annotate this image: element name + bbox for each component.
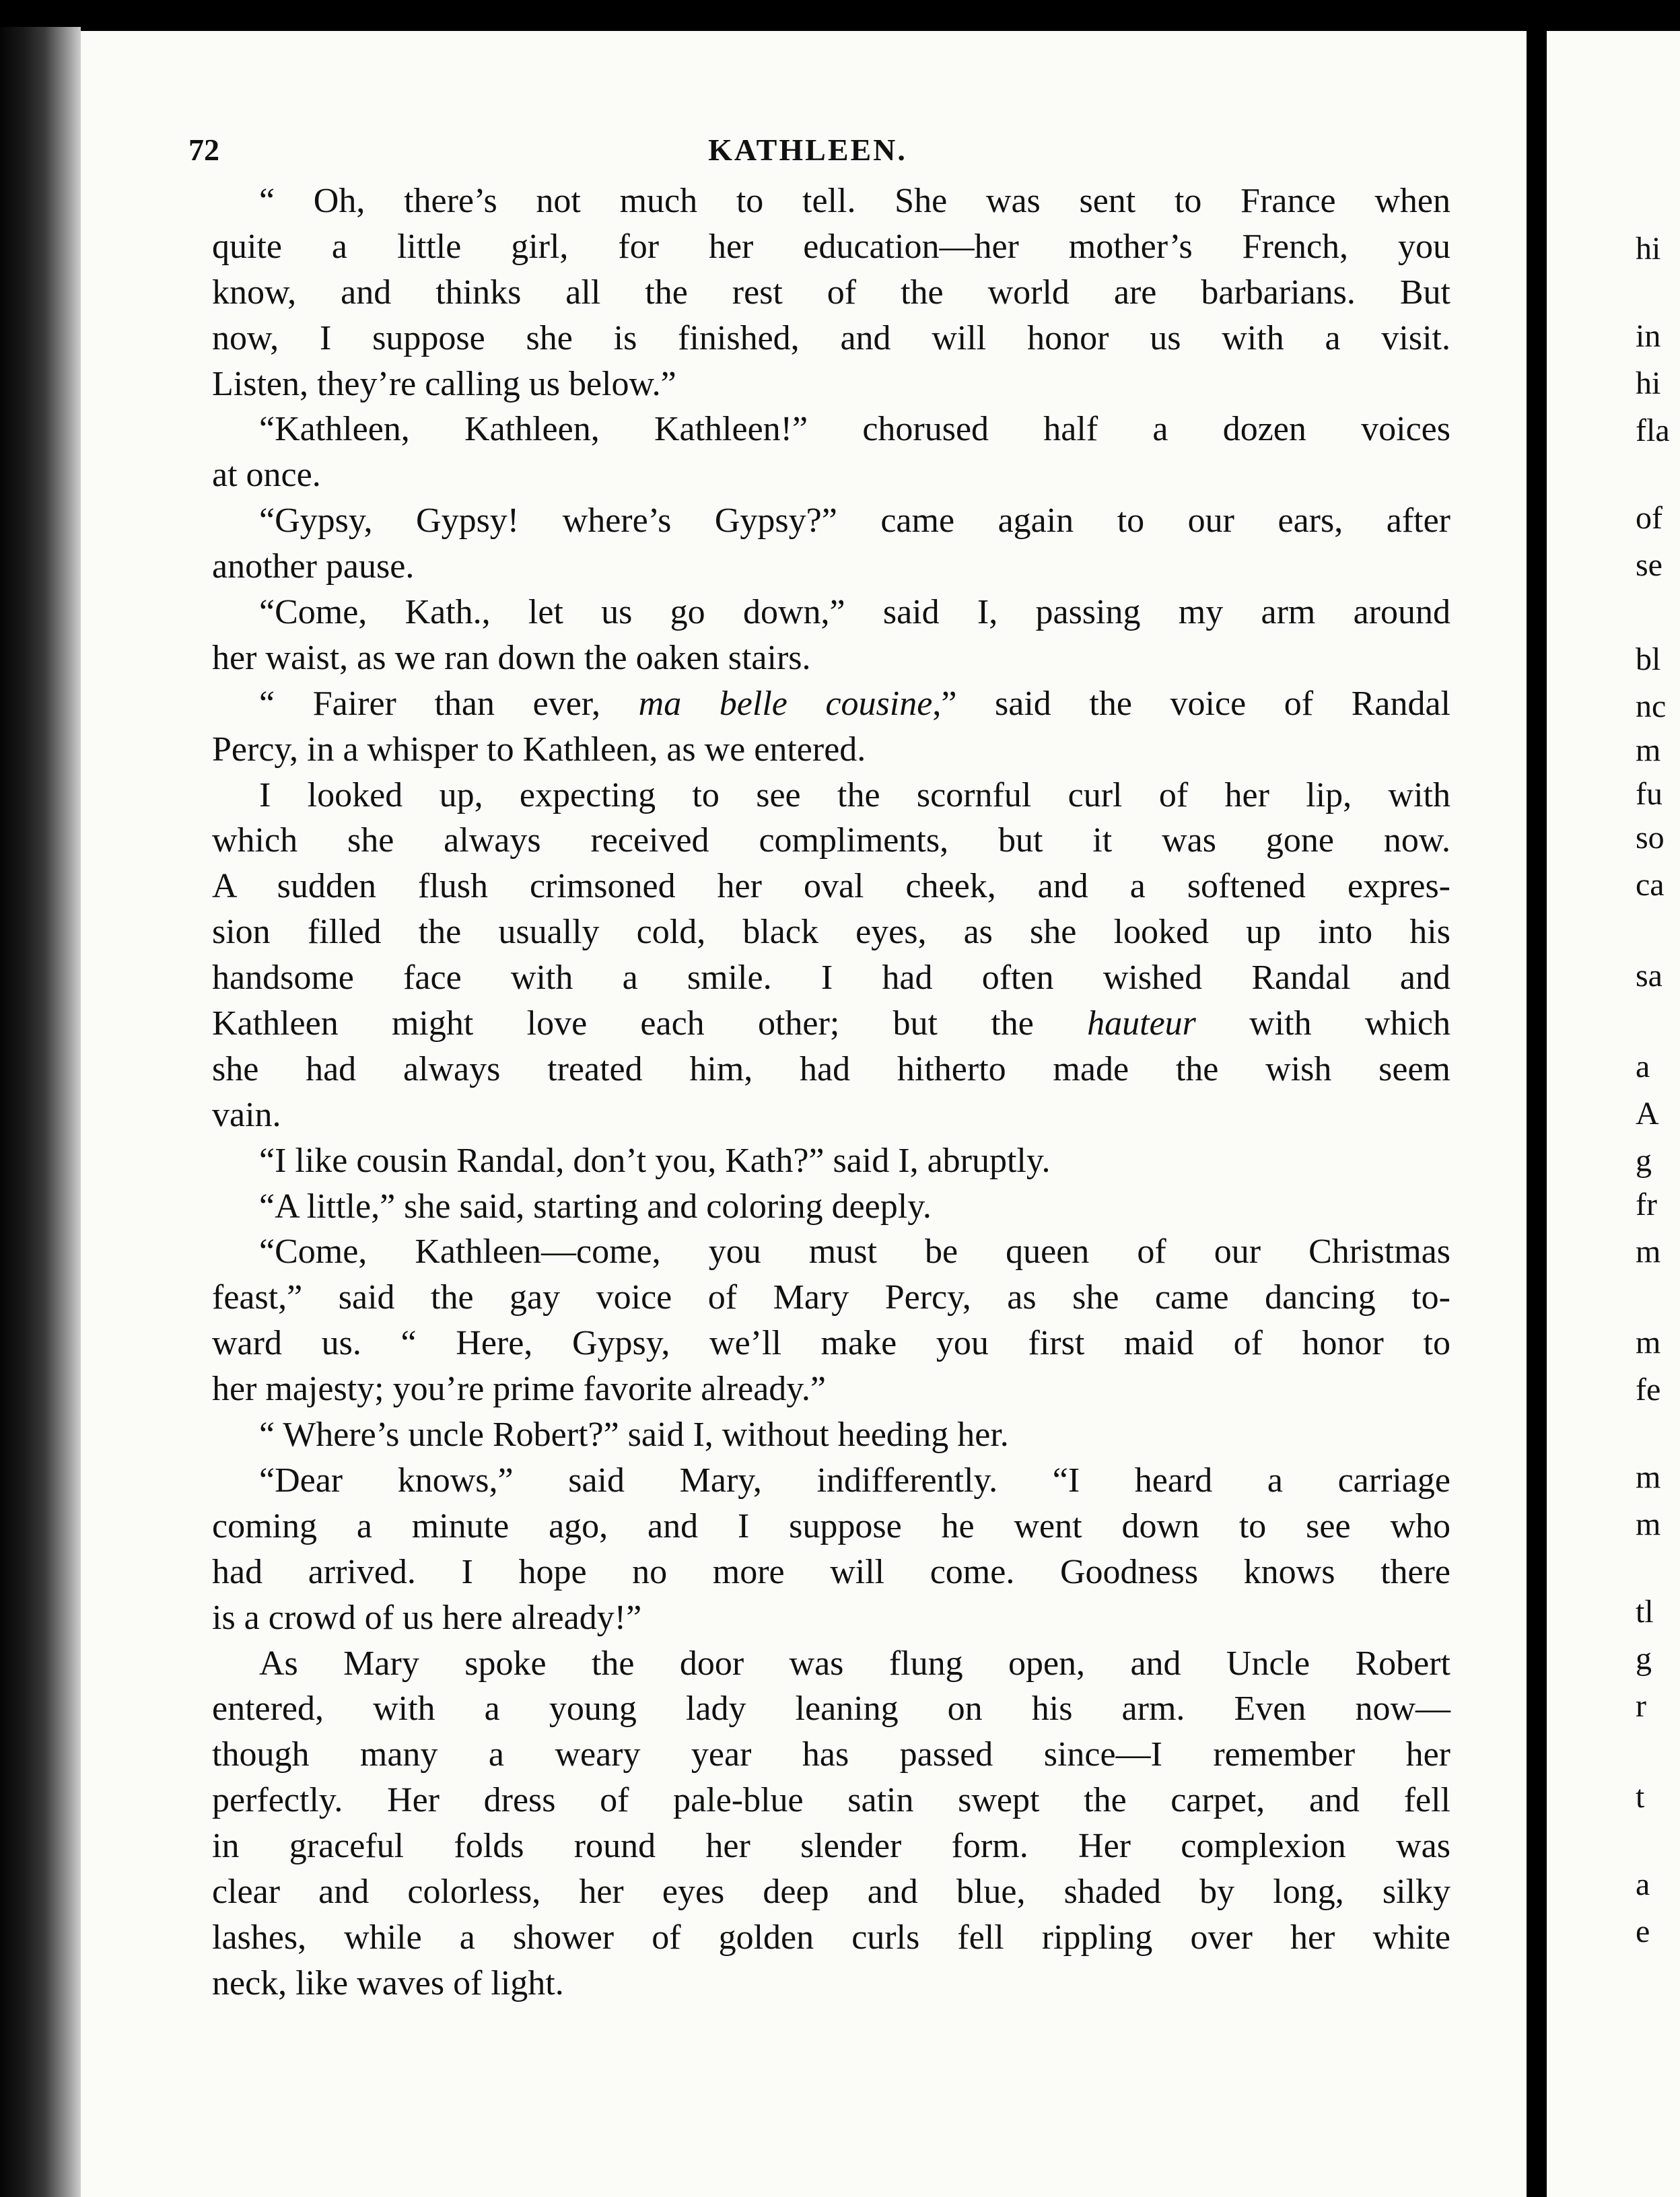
text-line: handsome face with a smile. I had often wished Randal and [212,958,1450,998]
text-line: neck, like waves of light. [212,1963,564,2002]
facing-page-fragment: A [1636,1096,1659,1131]
text-line: “Gypsy, Gypsy! where’s Gypsy?” came again to our ears, after [259,501,1450,540]
text-line: another pause. [212,547,415,586]
page-gutter [1527,27,1547,2197]
text-line: had arrived. I hope no more will come. Goodness knows there [212,1552,1450,1591]
text-line: entered, with a young lady leaning on his arm. Even now— [212,1689,1450,1729]
facing-page-fragment: nc [1636,689,1667,724]
text-line: “Come, Kathleen—come, you must be queen of our Christmas [259,1232,1450,1271]
facing-page-fragment: e [1636,1914,1650,1949]
text-line: now, I suppose she is finished, and will honor us with a visit. [212,318,1450,357]
facing-page-fragment: sa [1636,958,1663,993]
page-number: 72 [188,133,219,167]
text-line: “Dear knows,” said Mary, indifferently. “I heard a carriage [259,1461,1450,1500]
facing-page-fragment: fla [1636,413,1670,448]
text-line: “ Where’s uncle Robert?” said I, without heeding her. [259,1416,1009,1455]
text-line: lashes, while a shower of golden curls fell rippling over her white [212,1918,1450,1957]
italic-phrase: hauteur [1087,1004,1196,1043]
page-title: KATHLEEN. [708,133,907,167]
facing-page-text [1636,0,1680,2197]
text-line: coming a minute ago, and I suppose he went down to see who [212,1506,1450,1545]
text-line: As Mary spoke the door was flung open, and Uncle Robert [259,1644,1450,1683]
text-line: in graceful folds round her slender form. Her complexion was [212,1827,1450,1866]
text-line: sion filled the usually cold, black eyes, as she looked up into his [212,913,1450,952]
text-line: “Kathleen, Kathleen, Kathleen!” chorused half a dozen voices [259,410,1450,449]
text-line: she had always treated him, had hitherto made the wish seem [212,1049,1450,1088]
scan-top-border [0,0,1680,31]
text-line: quite a little girl, for her education—her mother’s French, you [212,227,1450,266]
running-head [81,31,1535,166]
text-line: her waist, as we ran down the oaken stairs. [212,638,811,677]
facing-page-fragment: of [1636,500,1663,536]
text-line: ward us. “ Here, Gypsy, we’ll make you first maid of honor to [212,1324,1450,1363]
text-line: I looked up, expecting to see the scornful curl of her lip, with [259,775,1450,814]
facing-page-fragment: hi [1636,365,1661,401]
facing-page-fragment: m [1636,1325,1661,1360]
facing-page-fragment: in [1636,318,1661,354]
text-line: “Come, Kath., let us go down,” said I, passing my arm around [259,593,1450,632]
text-line: “ Fairer than ever, ma belle cousine,” said the voice of Randal [259,684,1450,723]
facing-page-fragment: m [1636,1459,1661,1495]
facing-page-fragment: a [1636,1049,1650,1084]
text-line: Kathleen might love each other; but the hauteur with which [212,1004,1451,1043]
text-line: at once. [212,456,321,495]
text-line: feast,” said the gay voice of Mary Percy, as she came dancing to- [212,1278,1450,1317]
facing-page-fragment: hi [1636,231,1661,267]
facing-page-fragment: a [1636,1867,1650,1902]
facing-page-fragment: fe [1636,1372,1661,1407]
facing-page-fragment: t [1636,1779,1645,1815]
text-line: “I like cousin Randal, don’t you, Kath?” said I, abruptly. [259,1141,1051,1180]
text-line: her majesty; you’re prime favorite already.” [212,1370,826,1409]
facing-page-fragment: fr [1636,1187,1657,1222]
text-line: Listen, they’re calling us below.” [212,364,676,403]
text-line: which she always received compliments, but it was gone now. [212,821,1450,860]
facing-page-fragment: ca [1636,867,1665,903]
book-binding-edge [0,27,81,2197]
italic-phrase: ma belle cousine [638,684,933,723]
facing-page-fragment: m [1636,732,1661,768]
text-line: A sudden flush crimsoned her oval cheek, and a softened expres- [212,867,1450,906]
text-line: clear and colorless, her eyes deep and blue, shaded by long, silky [212,1872,1450,1911]
text-line: know, and thinks all the rest of the world are barbarians. But [212,273,1450,312]
facing-page-fragment: m [1636,1234,1661,1269]
text-line: “ Oh, there’s not much to tell. She was sent to France when [259,182,1450,220]
facing-page-fragment: se [1636,547,1663,583]
text-line: Percy, in a whisper to Kathleen, as we entered. [212,730,866,769]
text-line: “A little,” she said, starting and coloring deeply. [259,1187,932,1226]
facing-page-fragment: so [1636,820,1665,856]
text-line: vain. [212,1095,281,1134]
facing-page-fragment: g [1636,1641,1652,1677]
facing-page-fragment: tl [1636,1594,1654,1630]
text-line: is a crowd of us here already!” [212,1598,642,1637]
text-line: perfectly. Her dress of pale-blue satin swept the carpet, and fell [212,1781,1450,1820]
facing-page-fragment: fu [1636,776,1663,812]
facing-page-fragment: g [1636,1143,1652,1179]
facing-page-fragment: r [1636,1688,1646,1724]
facing-page-fragment: m [1636,1506,1661,1542]
text-line: though many a weary year has passed since—I remember her [212,1735,1450,1774]
body-text [212,178,1450,2007]
facing-page-fragment: bl [1636,641,1661,677]
